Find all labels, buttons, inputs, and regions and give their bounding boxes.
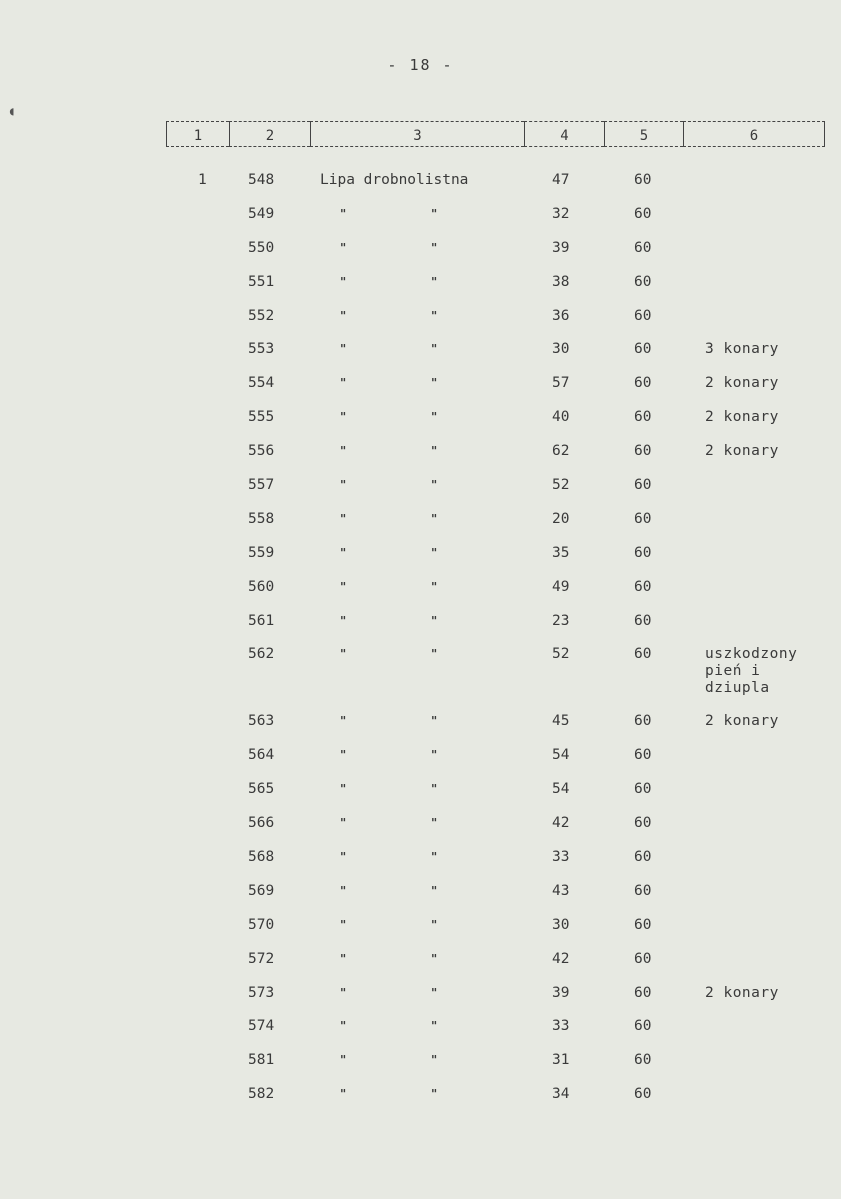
cell-col-5: 60 [634, 341, 652, 358]
cell-ditto-2: " [431, 647, 438, 662]
cell-ditto-2: " [431, 748, 438, 763]
cell-col-5: 60 [634, 443, 652, 460]
cell-col-5: 60 [634, 409, 652, 426]
table-row [0, 947, 841, 981]
page-number: - 18 - [387, 56, 454, 74]
cell-ditto-1: " [340, 240, 347, 255]
cell-ditto-1: " [340, 748, 347, 763]
cell-ditto-1: " [340, 951, 347, 966]
cell-col-5: 60 [634, 984, 652, 1001]
cell-col-5: 60 [634, 544, 652, 561]
cell-ditto-2: " [431, 240, 438, 255]
table-row [0, 507, 841, 541]
cell-remarks: 2 konary [705, 443, 779, 460]
cell-ditto-1: " [340, 274, 347, 289]
cell-number: 566 [248, 815, 275, 832]
cell-ditto-2: " [431, 1087, 438, 1102]
table-row [0, 1048, 841, 1082]
table-row [0, 743, 841, 777]
table-header [166, 121, 825, 149]
cell-ditto-1: " [340, 613, 347, 628]
cell-col-5: 60 [634, 815, 652, 832]
table-row [0, 981, 841, 1015]
cell-remarks: 2 konary [705, 713, 779, 730]
tree-table [0, 168, 841, 1116]
cell-ditto-2: " [431, 613, 438, 628]
table-row [0, 1082, 841, 1116]
cell-col-5: 60 [634, 849, 652, 866]
table-row [0, 913, 841, 947]
cell-ditto-1: " [340, 1087, 347, 1102]
cell-number: 553 [248, 341, 275, 358]
cell-number: 560 [248, 578, 275, 595]
table-row [0, 304, 841, 338]
table-row [0, 541, 841, 575]
cell-number: 570 [248, 916, 275, 933]
cell-number: 564 [248, 747, 275, 764]
cell-ditto-2: " [431, 850, 438, 865]
table-row [0, 371, 841, 405]
table-row [0, 1014, 841, 1048]
cell-number: 555 [248, 409, 275, 426]
cell-number: 572 [248, 950, 275, 967]
cell-col-4: 33 [552, 1018, 570, 1035]
cell-col-5: 60 [634, 916, 652, 933]
cell-ditto-2: " [431, 782, 438, 797]
cell-ditto-2: " [431, 444, 438, 459]
cell-ditto-2: " [431, 410, 438, 425]
cell-number: 552 [248, 307, 275, 324]
cell-ditto-2: " [431, 308, 438, 323]
cell-number: 574 [248, 1018, 275, 1035]
cell-ditto-1: " [340, 545, 347, 560]
cell-col-4: 39 [552, 984, 570, 1001]
cell-col-5: 60 [634, 1052, 652, 1069]
header-col-1: 1 [166, 121, 229, 147]
cell-number: 562 [248, 646, 275, 663]
cell-ditto-1: " [340, 917, 347, 932]
table-row [0, 270, 841, 304]
cell-col-5: 60 [634, 172, 652, 188]
cell-col-4: 47 [552, 172, 570, 188]
cell-col-4: 54 [552, 747, 570, 764]
cell-ditto-2: " [431, 511, 438, 526]
cell-col-5: 60 [634, 375, 652, 392]
cell-number: 551 [248, 273, 275, 290]
cell-col-4: 34 [552, 1086, 570, 1103]
cell-ditto-2: " [431, 883, 438, 898]
cell-col-4: 38 [552, 273, 570, 290]
cell-ditto-2: " [431, 917, 438, 932]
cell-number: 550 [248, 239, 275, 256]
cell-ditto-1: " [340, 1019, 347, 1034]
cell-ditto-2: " [431, 274, 438, 289]
cell-col-5: 60 [634, 882, 652, 899]
cell-col-5: 60 [634, 578, 652, 595]
cell-ditto-1: " [340, 782, 347, 797]
cell-col-4: 32 [552, 205, 570, 222]
cell-ditto-2: " [431, 1019, 438, 1034]
cell-number: 582 [248, 1086, 275, 1103]
table-row [0, 777, 841, 811]
cell-ditto-2: " [431, 985, 438, 1000]
cell-number: 565 [248, 781, 275, 798]
cell-ditto-1: " [340, 511, 347, 526]
cell-col-4: 57 [552, 375, 570, 392]
cell-col-5: 60 [634, 307, 652, 324]
cell-number: 581 [248, 1052, 275, 1069]
cell-col-5: 60 [634, 1018, 652, 1035]
cell-remarks: 2 konary [705, 984, 779, 1001]
cell-col-4: 23 [552, 612, 570, 629]
cell-col-4: 31 [552, 1052, 570, 1069]
cell-ditto-2: " [431, 478, 438, 493]
cell-col-4: 42 [552, 815, 570, 832]
cell-number: 556 [248, 443, 275, 460]
cell-ditto-1: " [340, 376, 347, 391]
cell-ditto-1: " [340, 714, 347, 729]
cell-col-4: 40 [552, 409, 570, 426]
cell-ditto-1: " [340, 308, 347, 323]
cell-remarks: uszkodzony pień i dziupla [705, 646, 798, 697]
cell-col-4: 30 [552, 341, 570, 358]
cell-col-4: 35 [552, 544, 570, 561]
cell-col-5: 60 [634, 510, 652, 527]
cell-ditto-2: " [431, 206, 438, 221]
cell-remarks: 2 konary [705, 409, 779, 426]
cell-col-5: 60 [634, 713, 652, 730]
cell-ditto-1: " [340, 410, 347, 425]
cell-col-4: 36 [552, 307, 570, 324]
table-row [0, 709, 841, 743]
cell-ditto-1: " [340, 647, 347, 662]
cell-ditto-2: " [431, 1053, 438, 1068]
cell-col-4: 42 [552, 950, 570, 967]
cell-ditto-1: " [340, 850, 347, 865]
cell-number: 569 [248, 882, 275, 899]
table-row [0, 575, 841, 609]
table-row [0, 168, 841, 202]
cell-col-4: 20 [552, 510, 570, 527]
cell-col-5: 60 [634, 477, 652, 494]
cell-col-1: 1 [198, 172, 207, 188]
cell-remarks: 2 konary [705, 375, 779, 392]
cell-ditto-2: " [431, 545, 438, 560]
cell-col-5: 60 [634, 950, 652, 967]
table-row [0, 845, 841, 879]
table-row [0, 405, 841, 439]
cell-col-5: 60 [634, 781, 652, 798]
cell-col-5: 60 [634, 239, 652, 256]
cell-number: 548 [248, 172, 275, 188]
cell-ditto-1: " [340, 478, 347, 493]
cell-ditto-1: " [340, 342, 347, 357]
table-row [0, 337, 841, 371]
cell-remarks: 3 konary [705, 341, 779, 358]
cell-number: 561 [248, 612, 275, 629]
cell-ditto-1: " [340, 444, 347, 459]
cell-ditto-2: " [431, 342, 438, 357]
cell-ditto-2: " [431, 714, 438, 729]
table-row [0, 439, 841, 473]
cell-number: 554 [248, 375, 275, 392]
table-row [0, 642, 841, 709]
cell-number: 568 [248, 849, 275, 866]
cell-col-4: 62 [552, 443, 570, 460]
cell-ditto-2: " [431, 816, 438, 831]
cell-ditto-1: " [340, 816, 347, 831]
cell-ditto-1: " [340, 579, 347, 594]
cell-col-5: 60 [634, 1086, 652, 1103]
cell-col-4: 54 [552, 781, 570, 798]
cell-number: 549 [248, 205, 275, 222]
cell-ditto-1: " [340, 985, 347, 1000]
cell-number: 559 [248, 544, 275, 561]
cell-ditto-2: " [431, 951, 438, 966]
cell-number: 557 [248, 477, 275, 494]
cell-col-4: 43 [552, 882, 570, 899]
cell-col-4: 33 [552, 849, 570, 866]
table-row [0, 236, 841, 270]
cell-col-4: 30 [552, 916, 570, 933]
cell-number: 563 [248, 713, 275, 730]
table-row [0, 473, 841, 507]
header-col-4: 4 [524, 121, 604, 147]
header-col-6: 6 [683, 121, 825, 147]
cell-number: 558 [248, 510, 275, 527]
header-col-2: 2 [229, 121, 310, 147]
cell-ditto-1: " [340, 206, 347, 221]
cell-col-5: 60 [634, 205, 652, 222]
cell-col-5: 60 [634, 273, 652, 290]
header-col-3: 3 [310, 121, 524, 147]
table-row [0, 609, 841, 643]
table-row [0, 811, 841, 845]
cell-col-4: 52 [552, 646, 570, 663]
cell-col-4: 39 [552, 239, 570, 256]
cell-ditto-2: " [431, 579, 438, 594]
cell-ditto-2: " [431, 376, 438, 391]
cell-ditto-1: " [340, 883, 347, 898]
table-row [0, 202, 841, 236]
scan-mark: ◖ [8, 104, 16, 118]
table-row [0, 879, 841, 913]
cell-col-5: 60 [634, 646, 652, 663]
cell-number: 573 [248, 984, 275, 1001]
cell-col-5: 60 [634, 747, 652, 764]
cell-col-4: 45 [552, 713, 570, 730]
cell-col-4: 49 [552, 578, 570, 595]
cell-species: Lipa drobnolistna [320, 172, 469, 188]
cell-col-5: 60 [634, 612, 652, 629]
cell-col-4: 52 [552, 477, 570, 494]
header-col-5: 5 [604, 121, 683, 147]
cell-ditto-1: " [340, 1053, 347, 1068]
